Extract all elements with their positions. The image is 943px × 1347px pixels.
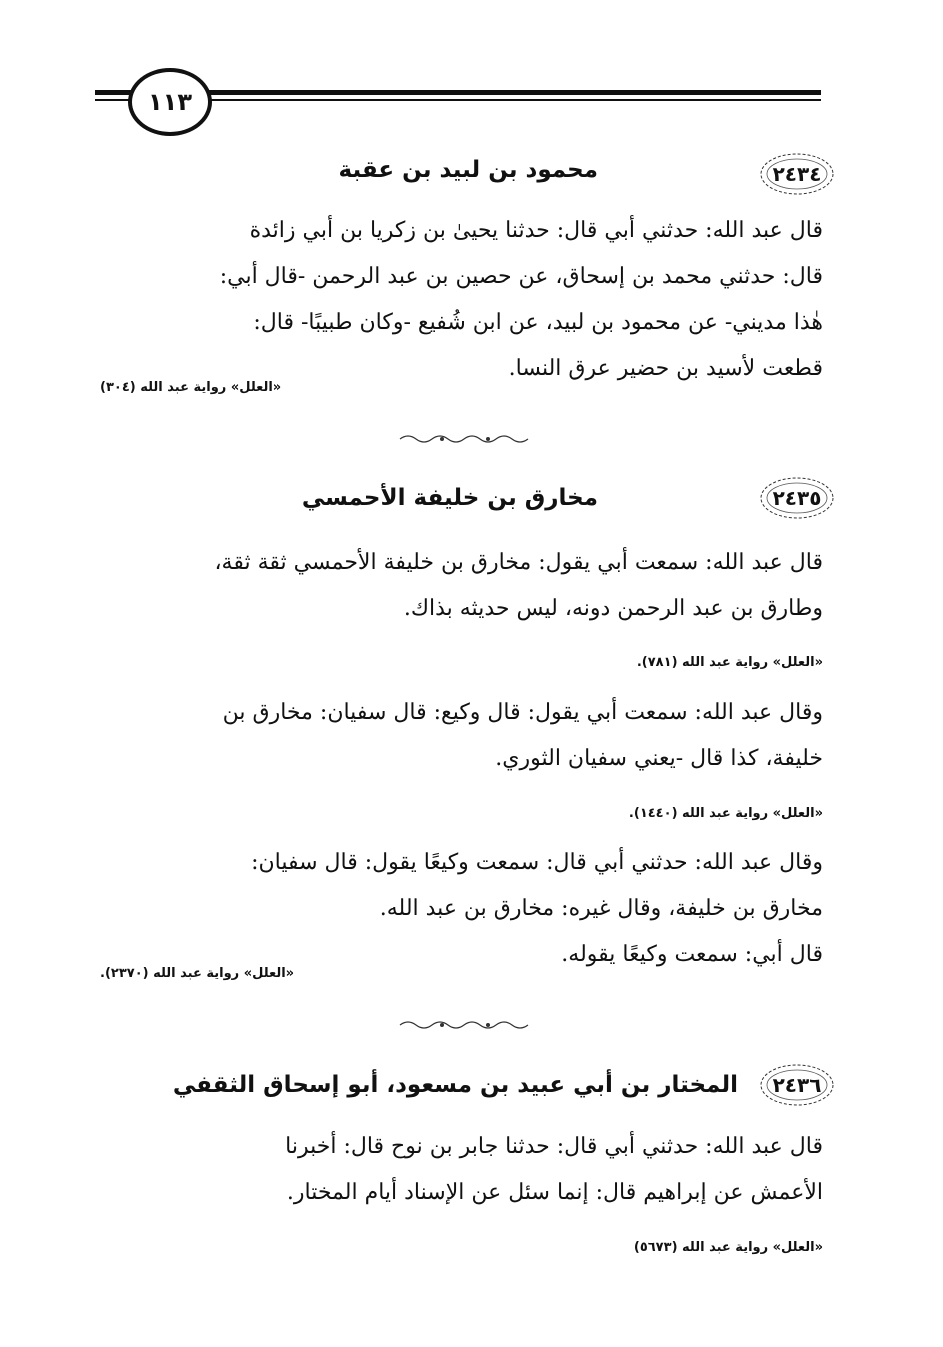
entry-text [100,208,823,392]
entry-title: محمود بن لبيد بن عقبة [338,157,598,183]
text-line: خليفة، كذا قال -يعني سفيان الثوري. [495,746,823,771]
entry-text [100,540,823,632]
entry-number: ٢٤٣٥ [772,486,822,510]
text-line: وطارق بن عبد الرحمن دونه، ليس حديثه بذاك. [403,596,823,621]
entry-text [100,840,823,978]
text-line: قال: حدثني محمد بن إسحاق، عن حصين بن عبد الرحمن -قال أبي: [219,264,823,289]
source-reference: «العلل» رواية عبد الله (٣٠٤) [100,380,282,395]
text-line: قال عبد الله: سمعت أبي يقول: مخارق بن خليفة الأحمسي ثقة ثقة، [214,550,823,575]
text-line: وقال عبد الله: حدثني أبي قال: سمعت وكيعًا يقول: قال سفيان: [251,850,823,875]
entry-text [100,1124,823,1216]
entry-number-medallion [758,1062,836,1108]
entry-number-medallion [758,151,836,197]
text-line: الأعمش عن إبراهيم قال: إنما سئل عن الإسناد أيام المختار. [286,1180,823,1205]
text-line: وقال عبد الله: سمعت أبي يقول: قال وكيع: قال سفيان: مخارق بن [222,700,823,725]
entry-title: مخارق بن خليفة الأحمسي [301,485,598,511]
text-line: هٰذا مديني- عن محمود بن لبيد، عن ابن شُفيع -وكان طبيبًا- قال: [253,310,823,335]
text-line: قال عبد الله: حدثني أبي قال: حدثنا جابر بن نوح قال: أخبرنا [285,1134,823,1159]
text-line: قال عبد الله: حدثني أبي قال: حدثنا يحيىٰ بن زكريا بن أبي زائدة [249,218,823,243]
source-reference: «العلل» رواية عبد الله (٧٨١). [636,655,823,670]
text-line: مخارق بن خليفة، وقال غيره: مخارق بن عبد الله. [379,896,823,921]
section-divider-ornament-icon [395,432,535,446]
source-reference: «العلل» رواية عبد الله (١٤٤٠). [628,806,823,821]
source-reference: «العلل» رواية عبد الله (٢٣٧٠). [100,966,295,981]
entry-title: المختار بن أبي عبيد بن مسعود، أبو إسحاق الثقفي [172,1072,738,1098]
text-line: قال أبي: سمعت وكيعًا يقوله. [561,942,823,967]
text-line: قطعت لأسيد بن حضير عرق النسا. [508,356,823,381]
section-divider-ornament-icon [395,1018,535,1032]
entry-number-medallion [758,475,836,521]
entry-text [100,690,823,782]
entry-number: ٢٤٣٦ [772,1073,822,1097]
entry-number: ٢٤٣٤ [772,162,822,186]
page-number: ١١٣ [128,68,212,136]
source-reference: «العلل» رواية عبد الله (٥٦٧٣) [633,1240,823,1255]
